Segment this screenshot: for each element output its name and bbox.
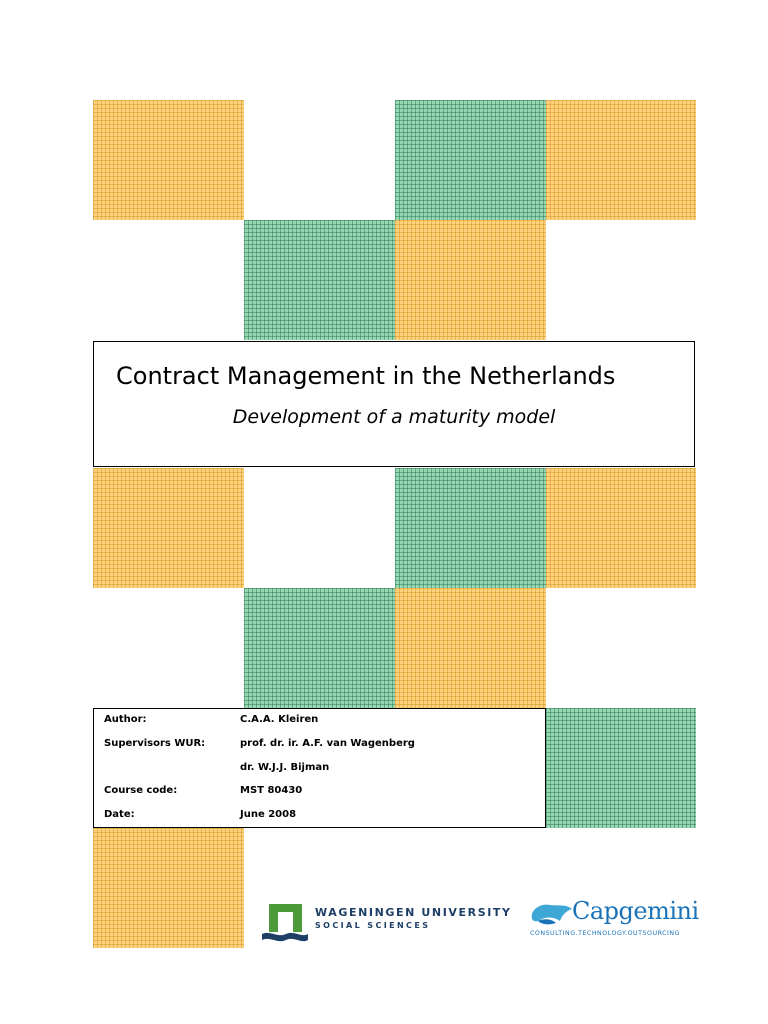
detail-label: Date: <box>104 809 135 820</box>
green-grid-tile <box>395 100 546 220</box>
document-subtitle: Development of a maturity model <box>232 406 556 428</box>
green-grid-tile <box>244 220 395 340</box>
orange-grid-tile <box>546 100 696 220</box>
detail-label: Author: <box>104 714 147 725</box>
green-grid-tile <box>546 708 696 828</box>
wageningen-name: WAGENINGEN UNIVERSITY <box>315 906 512 919</box>
detail-value: C.A.A. Kleiren <box>240 714 319 725</box>
detail-value: June 2008 <box>240 809 297 820</box>
orange-grid-tile <box>395 220 546 340</box>
green-grid-tile <box>395 468 546 588</box>
detail-value: prof. dr. ir. A.F. van Wagenberg <box>240 738 415 749</box>
document-title: Contract Management in the Netherlands <box>116 362 616 390</box>
orange-grid-tile <box>93 100 244 220</box>
orange-grid-tile <box>93 828 244 948</box>
capgemini-logo <box>528 895 699 943</box>
green-grid-tile <box>244 588 395 708</box>
wageningen-emblem-icon <box>260 900 310 944</box>
detail-label: Supervisors WUR: <box>104 738 206 749</box>
detail-value: MST 80430 <box>240 785 303 796</box>
orange-grid-tile <box>546 468 696 588</box>
title-box <box>93 341 695 467</box>
capgemini-tagline: CONSULTING.TECHNOLOGY.OUTSOURCING <box>530 930 680 937</box>
detail-label: Course code: <box>104 785 178 796</box>
orange-grid-tile <box>93 468 244 588</box>
detail-value: dr. W.J.J. Bijman <box>240 762 330 773</box>
wageningen-department: SOCIAL SCIENCES <box>315 921 431 930</box>
capgemini-spade-icon <box>528 901 574 927</box>
capgemini-wordmark: Capgemini <box>572 897 699 925</box>
wageningen-university-logo <box>260 900 510 944</box>
orange-grid-tile <box>395 588 546 708</box>
details-box <box>93 708 546 828</box>
